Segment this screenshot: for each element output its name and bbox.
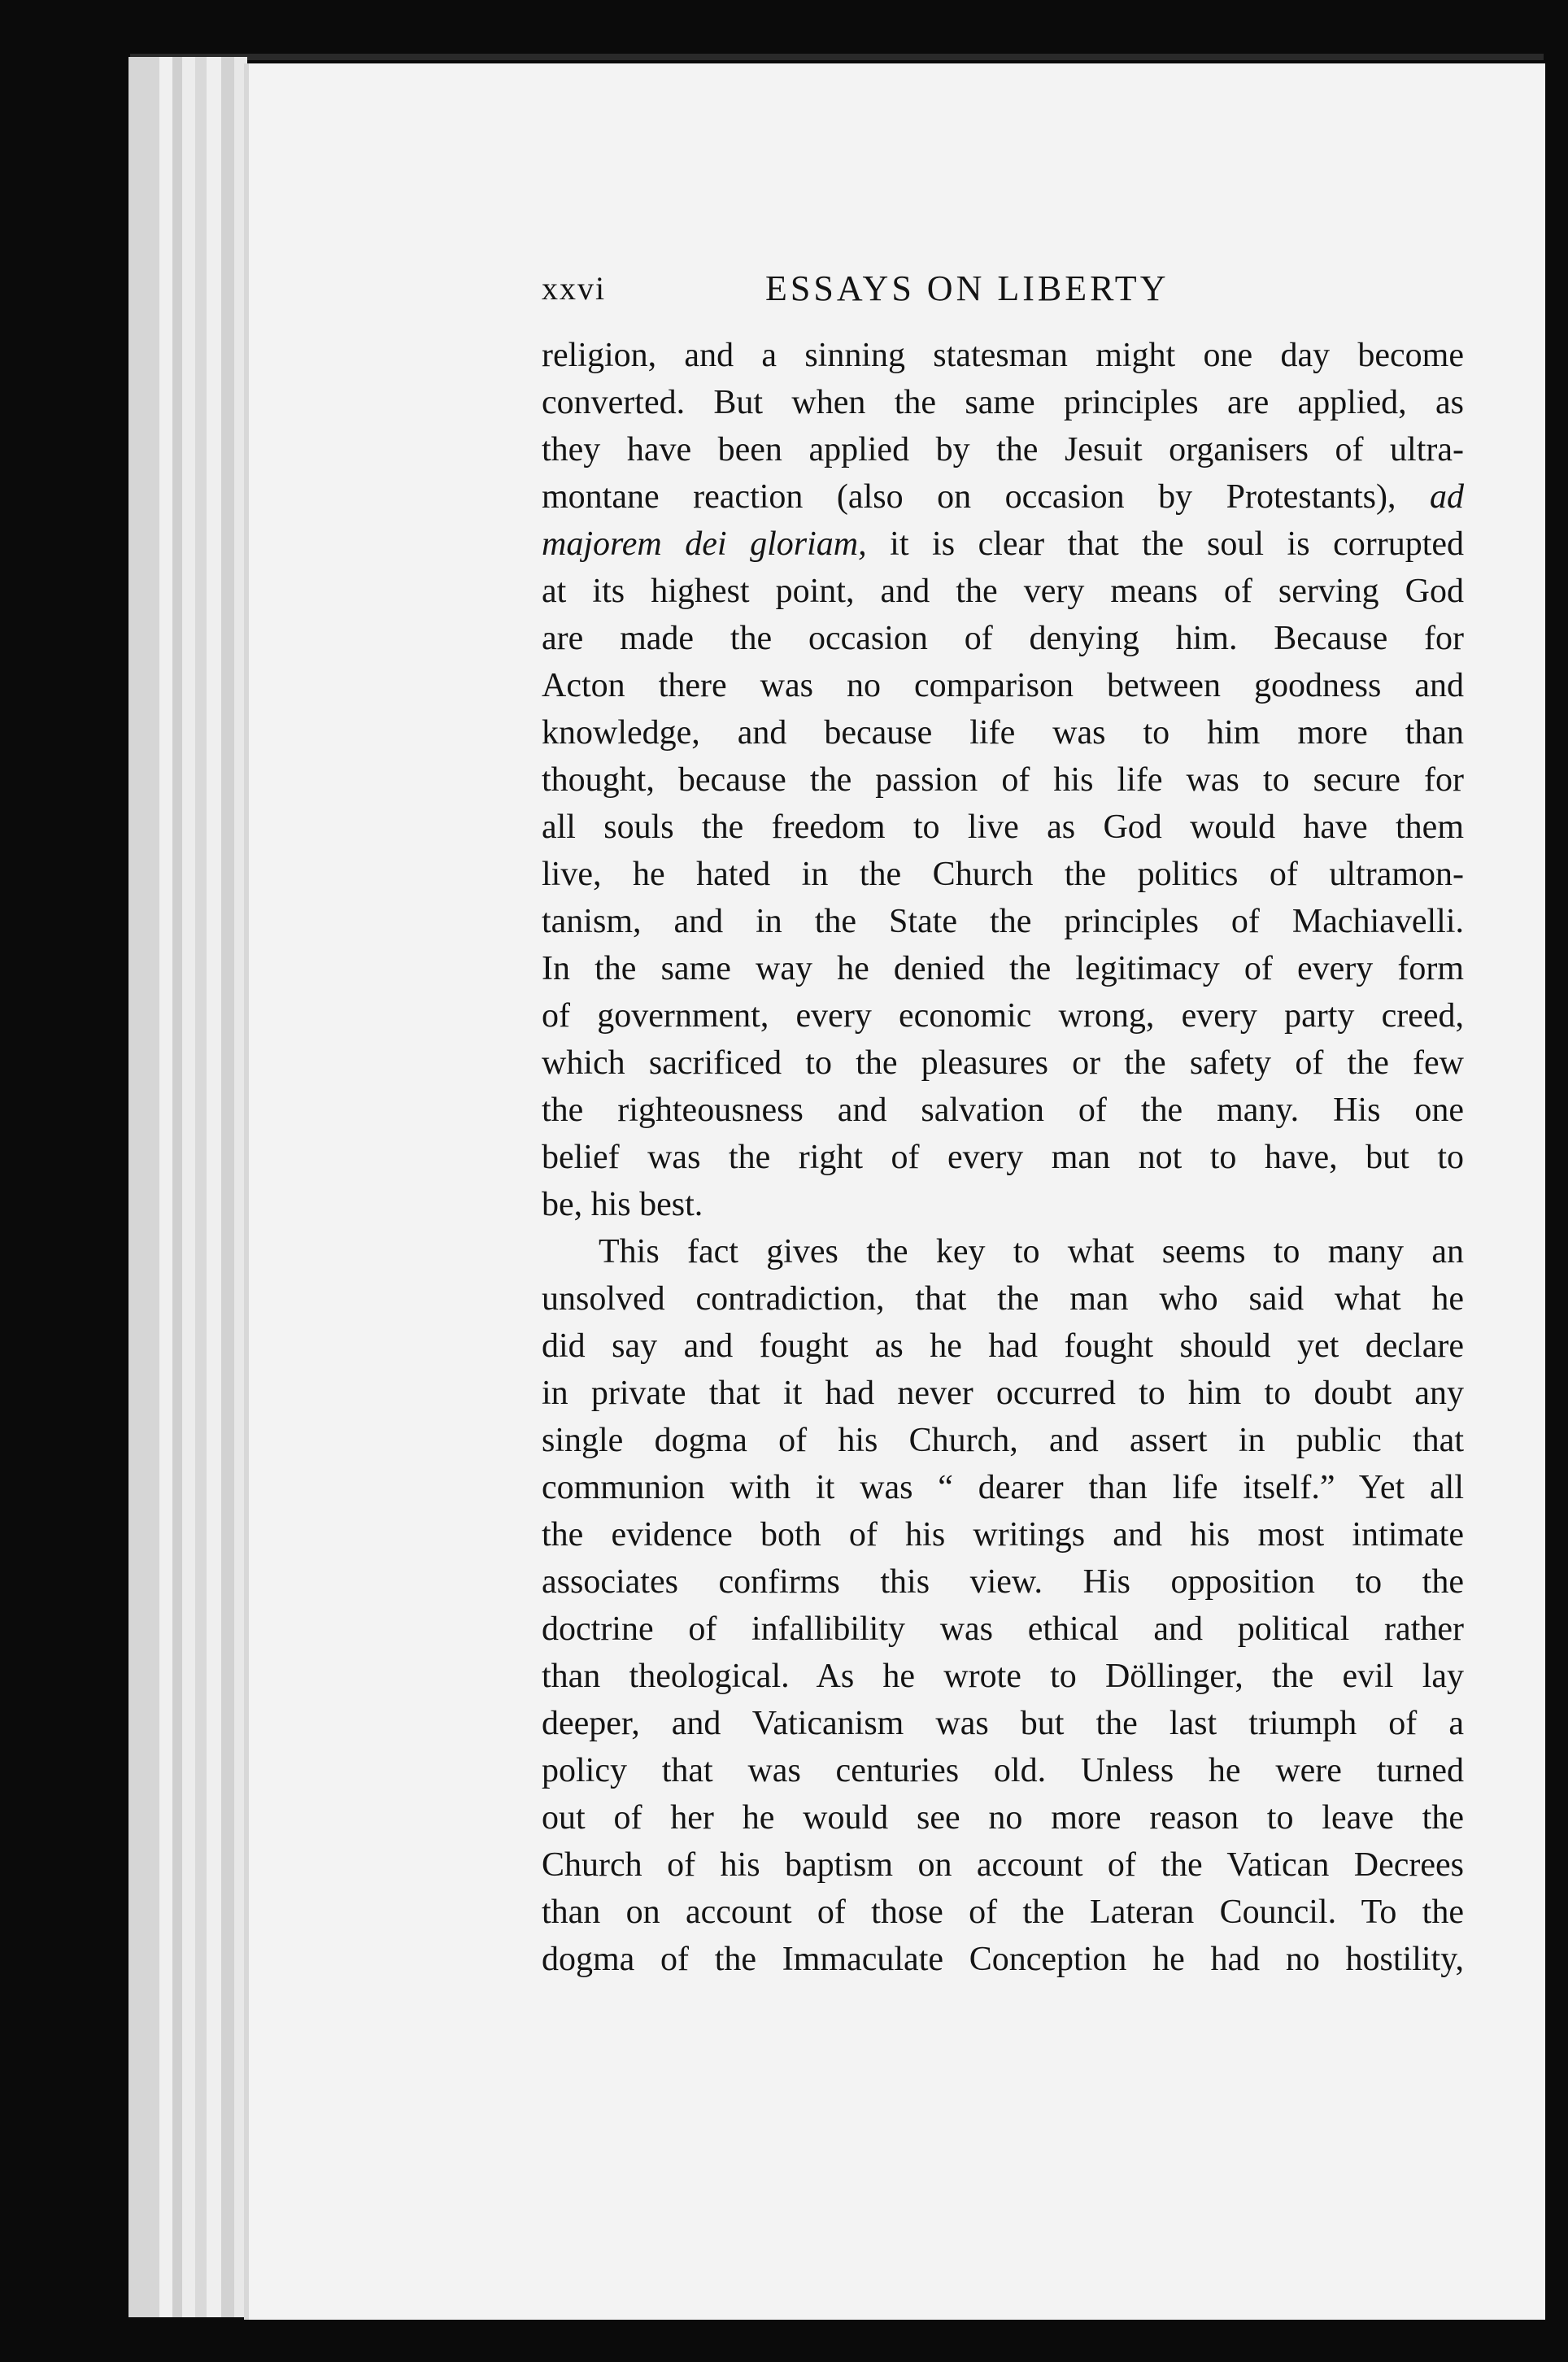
text-line: the evidence both of his writings and his most intimate bbox=[542, 1516, 1464, 1554]
text-line: converted. But when the same principles are applied, as bbox=[542, 384, 1464, 421]
text-fragment: montane reaction (also on occasion by Protestants), bbox=[542, 478, 1396, 516]
text-line: in private that it had never occurred to him to doubt any bbox=[542, 1375, 1464, 1412]
text-line bbox=[542, 521, 1464, 568]
page-number: xxvi bbox=[542, 270, 607, 307]
text-line: In the same way he denied the legitimacy of every form bbox=[542, 950, 1464, 987]
text-line: doctrine of infallibility was ethical and political rather bbox=[542, 1610, 1464, 1648]
text-line: associates confirms this view. His opposition to the bbox=[542, 1563, 1464, 1601]
page-edge bbox=[207, 57, 223, 2317]
text-line: all souls the freedom to live as God would have them bbox=[542, 808, 1464, 846]
text-line: be, his best. bbox=[542, 1186, 703, 1223]
text-line: Church of his baptism on account of the Vatican Decrees bbox=[542, 1846, 1464, 1884]
text-line: unsolved contradiction, that the man who said what he bbox=[542, 1280, 1464, 1318]
text-line: did say and fought as he had fought should yet declare bbox=[542, 1327, 1464, 1365]
text-line: single dogma of his Church, and assert in public that bbox=[542, 1422, 1464, 1459]
text-line bbox=[542, 473, 1464, 521]
text-line: policy that was centuries old. Unless he were turned bbox=[542, 1752, 1464, 1789]
text-line: deeper, and Vaticanism was but the last triumph of a bbox=[542, 1705, 1464, 1742]
text-fragment: it is clear that the soul is corrupted bbox=[890, 525, 1464, 563]
text-line: thought, because the passion of his life was to secure for bbox=[542, 761, 1464, 799]
text-line: live, he hated in the Church the politics of ultramon- bbox=[542, 856, 1464, 893]
text-line: of government, every economic wrong, every party creed, bbox=[542, 997, 1464, 1035]
text-line: out of her he would see no more reason to leave the bbox=[542, 1799, 1464, 1837]
page-top-edge bbox=[130, 54, 1544, 60]
italic-phrase: ad bbox=[1430, 478, 1465, 516]
page-edge bbox=[128, 57, 161, 2317]
text-line: tanism, and in the State the principles of Machiavelli. bbox=[542, 903, 1464, 940]
text-line: are made the occasion of denying him. Because for bbox=[542, 620, 1464, 657]
text-line: than theological. As he wrote to Döllinger, the evil lay bbox=[542, 1658, 1464, 1695]
text-line: which sacrificed to the pleasures or the safety of the few bbox=[542, 1044, 1464, 1082]
running-head: ESSAYS ON LIBERTY bbox=[765, 268, 1169, 308]
text-line: religion, and a sinning statesman might one day become bbox=[542, 337, 1464, 374]
italic-phrase: majorem dei gloriam, bbox=[542, 525, 867, 563]
page-content bbox=[542, 268, 1464, 1983]
text-line: knowledge, and because life was to him more than bbox=[542, 714, 1464, 752]
text-line: Acton there was no comparison between goodness and bbox=[542, 667, 1464, 704]
text-line: dogma of the Immaculate Conception he had no hostility, bbox=[542, 1941, 1464, 1978]
text-line: at its highest point, and the very means of serving God bbox=[542, 573, 1464, 610]
text-line: they have been applied by the Jesuit organisers of ultra- bbox=[542, 431, 1464, 468]
text-line: belief was the right of every man not to have, but to bbox=[542, 1139, 1464, 1176]
text-line: the righteousness and salvation of the many. His one bbox=[542, 1092, 1464, 1129]
text-line: than on account of those of the Lateran Council. To the bbox=[542, 1894, 1464, 1931]
page-header bbox=[542, 268, 1464, 317]
paragraph-start-line: This fact gives the key to what seems to many an bbox=[599, 1233, 1464, 1270]
text-line: communion with it was “ dearer than life itself.” Yet all bbox=[542, 1469, 1464, 1506]
